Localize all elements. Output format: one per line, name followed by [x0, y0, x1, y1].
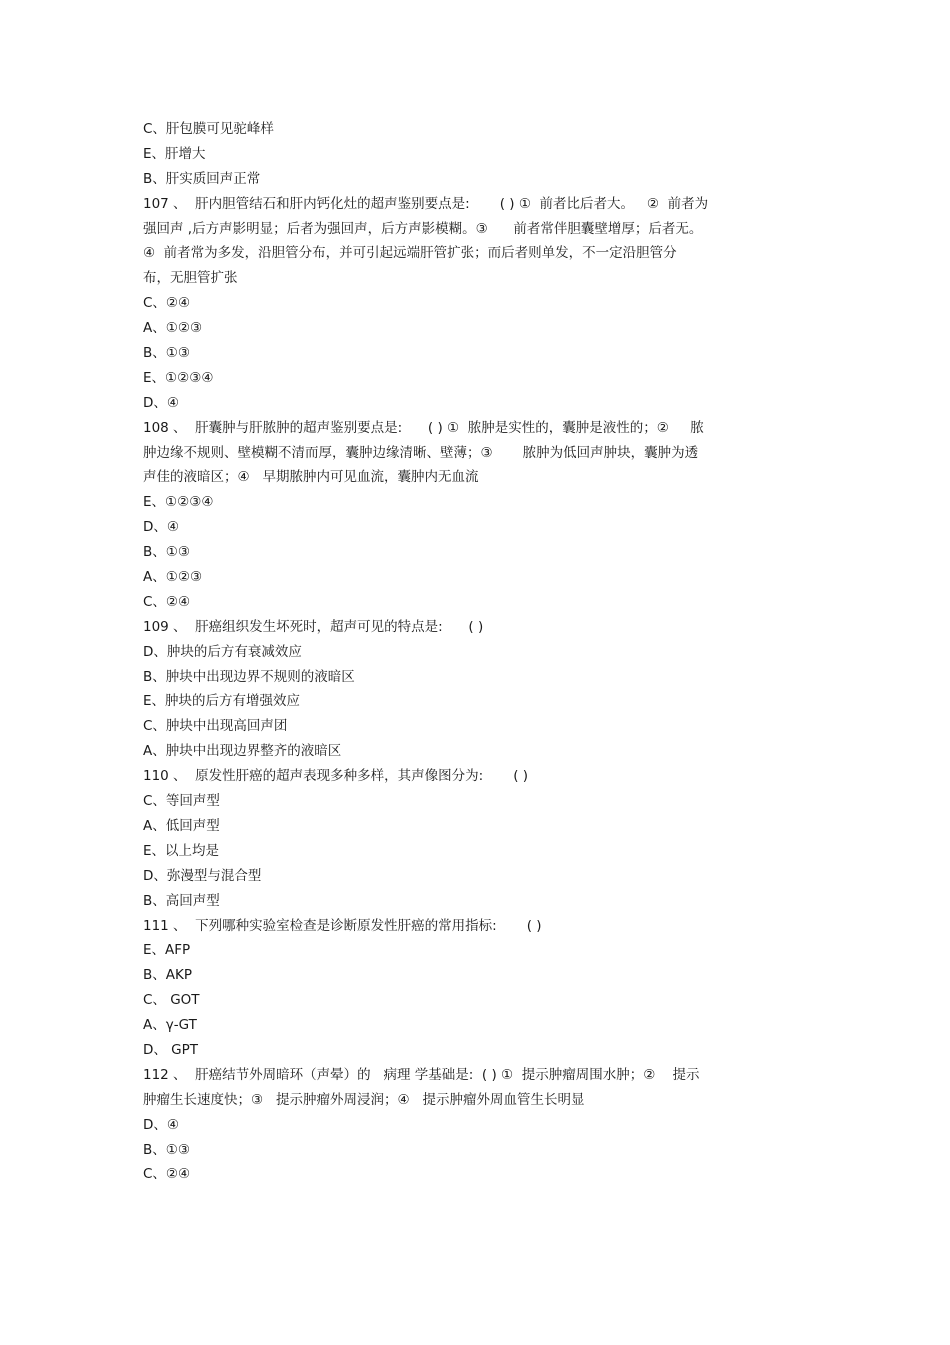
text-line: B、肝实质回声正常	[143, 170, 261, 187]
text-line: C、②④	[143, 1166, 191, 1183]
text-line: E、以上均是	[143, 842, 220, 859]
text-line: 112 、 肝癌结节外周暗环（声晕）的 病理 学基础是: ( ) ① 提示肿瘤周围水肿；② 提示	[143, 1066, 700, 1083]
text-line: C、肝包膜可见驼峰样	[143, 121, 274, 137]
text-line: E、肿块的后方有增强效应	[143, 693, 301, 710]
text-line: D、 GPT	[143, 1041, 199, 1058]
text-line: ④ 前者常为多发，沿胆管分布，并可引起远端肝管扩张；而后者则单发，不一定沿胆管分	[143, 245, 677, 262]
text-line: C、等回声型	[143, 793, 220, 810]
text-line: B、①③	[143, 345, 190, 362]
text-line: E、①②③④	[143, 369, 214, 386]
text-line: 布，无胆管扩张	[143, 270, 238, 287]
text-line: A、①②③	[143, 320, 203, 337]
text-line: A、γ-GT	[143, 1017, 197, 1034]
text-line: A、低回声型	[143, 817, 220, 834]
text-line: C、②④	[143, 295, 191, 312]
text-line: 强回声 ,后方声影明显；后者为强回声，后方声影模糊。③ 前者常伴胆囊壁增厚；后者无。	[143, 220, 703, 237]
text-line: 111 、 下列哪种实验室检查是诊断原发性肝癌的常用指标: ( )	[143, 917, 542, 934]
text-line: C、肿块中出现高回声团	[143, 718, 288, 735]
text-line: D、④	[143, 1116, 179, 1133]
text-line: D、弥漫型与混合型	[143, 867, 262, 884]
text-line: E、①②③④	[143, 494, 214, 511]
document-body	[143, 117, 803, 1187]
text-line: D、④	[143, 519, 179, 536]
text-line: A、①②③	[143, 569, 203, 586]
text-line: E、肝增大	[143, 145, 206, 162]
text-line: E、AFP	[143, 942, 191, 959]
text-line: C、②④	[143, 593, 191, 610]
text-line: B、①③	[143, 544, 190, 561]
text-line: B、肿块中出现边界不规则的液暗区	[143, 668, 355, 685]
text-line: 声佳的液暗区；④ 早期脓肿内可见血流，囊肿内无血流	[143, 469, 479, 486]
text-line: A、肿块中出现边界整齐的液暗区	[143, 743, 342, 760]
text-line: 110 、 原发性肝癌的超声表现多种多样，其声像图分为: ( )	[143, 768, 529, 785]
text-line: D、肿块的后方有衰减效应	[143, 643, 302, 660]
text-line: 107 、 肝内胆管结石和肝内钙化灶的超声鉴别要点是: ( ) ① 前者比后者大。 ② 前者为	[143, 195, 709, 212]
text-line: 109 、 肝癌组织发生坏死时，超声可见的特点是: ( )	[143, 618, 484, 635]
text-line: C、 GOT	[143, 992, 200, 1009]
text-line: B、①③	[143, 1141, 190, 1158]
text-line: 肿边缘不规则、壁模糊不清而厚，囊肿边缘清晰、壁薄；③ 脓肿为低回声肿块，囊肿为透	[143, 444, 699, 461]
text-line: B、AKP	[143, 967, 192, 984]
text-line: 肿瘤生长速度快；③ 提示肿瘤外周浸润；④ 提示肿瘤外周血管生长明显	[143, 1091, 585, 1108]
text-line: 108 、 肝囊肿与肝脓肿的超声鉴别要点是: ( ) ① 脓肿是实性的，囊肿是液性的；② 脓	[143, 419, 704, 436]
text-line: B、高回声型	[143, 892, 220, 909]
text-line: D、④	[143, 394, 179, 411]
